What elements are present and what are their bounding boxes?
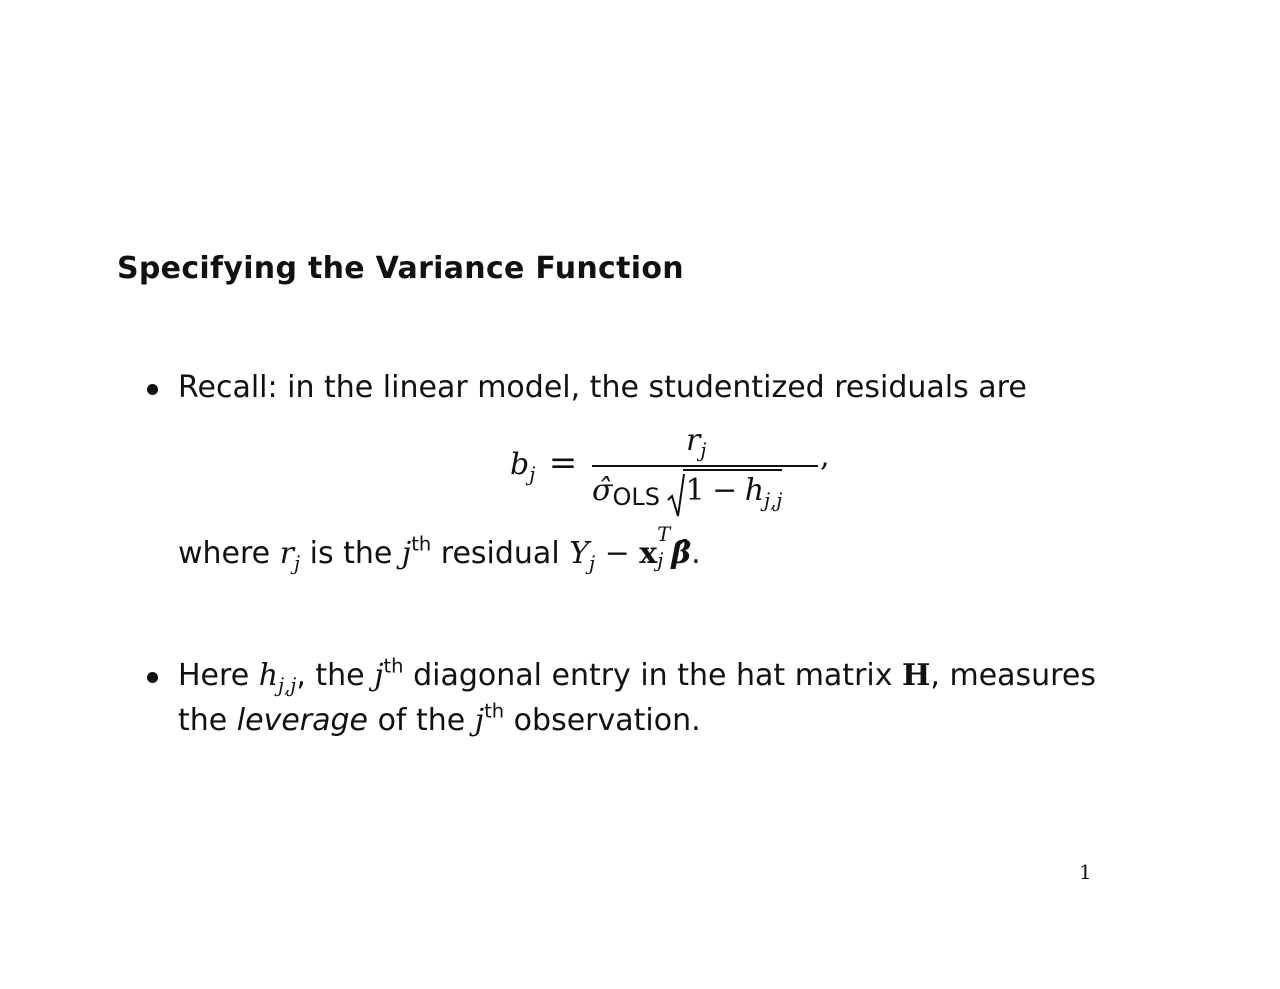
Y-symbol: Y — [569, 536, 590, 571]
r-subscript: j — [700, 438, 707, 462]
minus-sign: − — [712, 473, 738, 508]
h-symbol: h — [744, 473, 765, 508]
bullet2-line1 — [178, 654, 1096, 697]
the-word: the — [178, 703, 228, 738]
observation-word: observation. — [513, 703, 701, 738]
bullet1-intro: Recall: in the linear model, the studentized residuals are — [178, 370, 1027, 405]
th2-sup: th — [484, 699, 505, 723]
th-superscript: th — [411, 532, 432, 556]
b-symbol: b — [510, 447, 530, 482]
sqrt-one: 1 — [685, 473, 705, 508]
r-symbol: r — [686, 423, 701, 458]
j2-symbol: j — [474, 703, 485, 738]
h-sub-b2: j,j — [278, 673, 297, 697]
period: . — [691, 536, 701, 571]
slide-title: Specifying the Variance Function — [117, 251, 684, 286]
th-sup-b2: th — [383, 654, 404, 678]
j-symbol: j — [401, 536, 412, 571]
measures-text: , measures — [930, 658, 1096, 693]
sqrt-icon — [667, 476, 683, 516]
bullet2-line2 — [178, 699, 701, 739]
equals-sign: = — [548, 443, 578, 483]
residual-word: residual — [440, 536, 560, 571]
sigma-hat-symbol: σ̂ — [592, 473, 613, 508]
bullet1-where-line: where $r_j$ is the $j^{th}$ residual $Y_j - x$ T j β̂. — [178, 523, 701, 575]
h-symbol-b2: h — [258, 658, 279, 693]
equation-numerator — [686, 423, 707, 462]
r-sub-where: j — [294, 551, 301, 575]
equation-denominator — [592, 469, 782, 516]
is-the-text: is the — [309, 536, 393, 571]
page-number: 1 — [1079, 860, 1092, 884]
j-symbol-b2: j — [374, 658, 384, 693]
here-word: Here — [178, 658, 250, 693]
of-the-text: of the — [377, 703, 466, 738]
H-matrix-symbol: H — [902, 658, 931, 693]
sigma-subscript-ols: OLS — [612, 482, 660, 511]
equation-comma: , — [820, 439, 830, 474]
h-subscript: j,j — [764, 488, 783, 512]
minus-sign-where: − — [604, 536, 630, 571]
leverage-word: leverage — [236, 703, 369, 738]
comma-the: , the — [296, 658, 365, 693]
r-symbol-where: r — [279, 536, 295, 571]
bullet-dot-2 — [147, 672, 158, 683]
sqrt-radicand — [683, 469, 783, 512]
b-subscript: j — [529, 462, 536, 486]
diag-text: diagonal entry in the hat matrix — [413, 658, 893, 693]
Y-subscript: j — [589, 551, 596, 575]
where-word: where — [178, 536, 271, 571]
x-bold-symbol: x — [639, 536, 658, 571]
bullet-dot-1 — [147, 384, 158, 395]
beta-hat-symbol: β̂ — [671, 536, 692, 571]
fraction-bar — [592, 465, 818, 467]
equation-lhs — [510, 443, 578, 486]
